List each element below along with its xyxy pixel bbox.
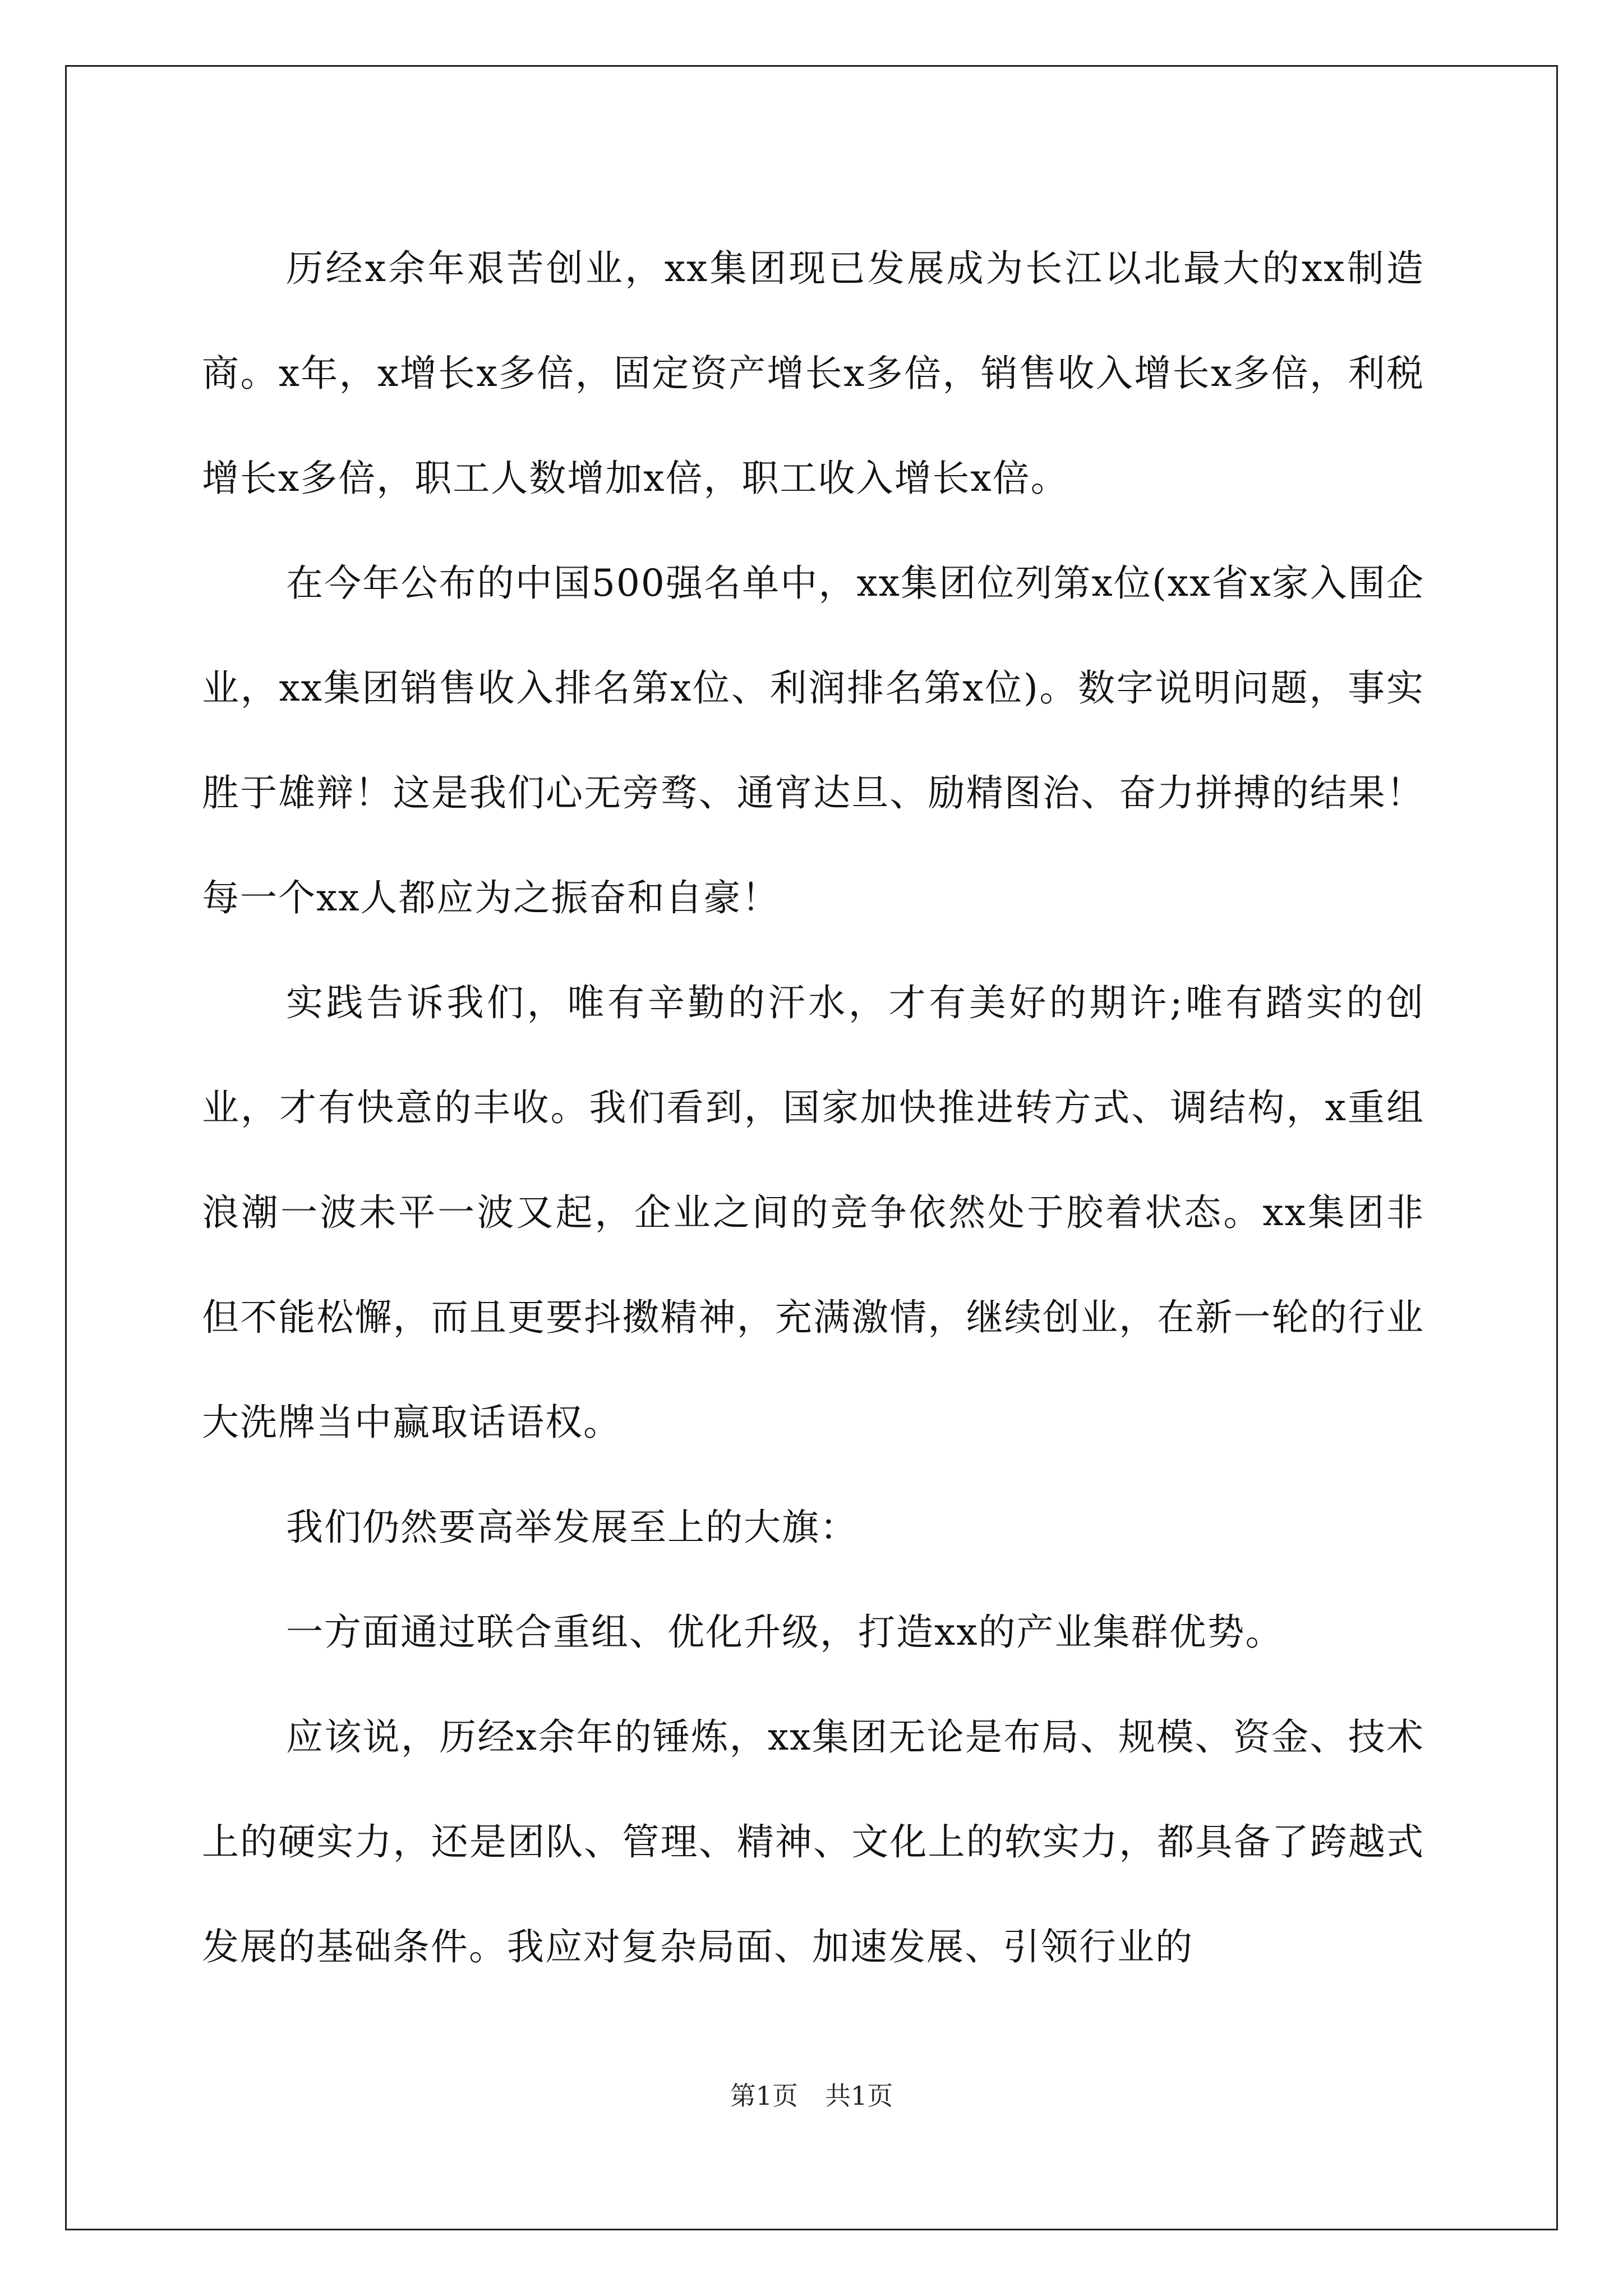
paragraph-3: 实践告诉我们，唯有辛勤的汗水，才有美好的期许;唯有踏实的创业，才有快意的丰收。我们看到，国家加快推进转方式、调结构，x重组浪潮一波未平一波又起，企业之间的竞争依然处于胶着状态。xx集团非但不能松懈，而且更要抖擞精神，充满激情，继续创业，在新一轮的行业大洗牌当中赢取话语权。 (202, 981, 1424, 1444)
document-body (202, 216, 1424, 1999)
page-footer (0, 2079, 1623, 2113)
paragraph-6: 应该说，历经x余年的锤炼，xx集团无论是布局、规模、资金、技术上的硬实力，还是团队、管理、精神、文化上的软实力，都具备了跨越式发展的基础条件。我应对复杂局面、加速发展、引领行业的 (202, 1715, 1424, 1968)
paragraph-4: 我们仍然要高举发展至上的大旗： (286, 1506, 858, 1549)
page-total: 共1页 (825, 2081, 893, 2111)
page-number: 第1页 (730, 2081, 798, 2111)
paragraph-1: 历经x余年艰苦创业，xx集团现已发展成为长江以北最大的xx制造商。x年，x增长x多倍，固定资产增长x多倍，销售收入增长x多倍，利税增长x多倍，职工人数增加x倍，职工收入增长x倍。 (202, 247, 1424, 500)
paragraph-5: 一方面通过联合重组、优化升级，打造xx的产业集群优势。 (286, 1611, 1284, 1654)
paragraph-2: 在今年公布的中国500强名单中，xx集团位列第x位(xx省x家入围企业，xx集团销售收入排名第x位、利润排名第x位)。数字说明问题，事实胜于雄辩！这是我们心无旁骛、通宵达旦、励精图治、奋力拼搏的结果！每一个xx人都应为之振奋和自豪！ (202, 562, 1424, 919)
